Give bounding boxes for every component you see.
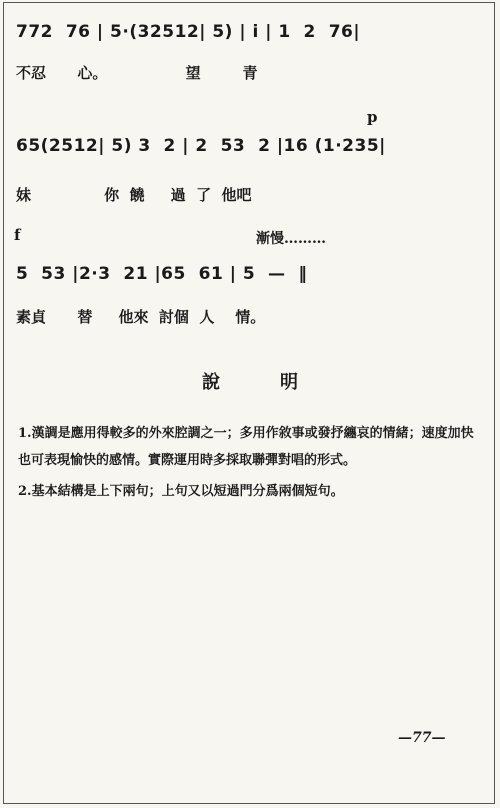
lyrics-line-1: 不忍 心。 望 青: [16, 64, 258, 82]
page-number: —77—: [398, 730, 446, 746]
dynamic-mark-p: p: [367, 108, 378, 126]
dynamic-mark-f: f: [14, 226, 21, 244]
notation-line-2: 65(2512| 5) 3 2 | 2 53 2 |16 (1·235|: [16, 136, 386, 156]
explanation-note-1: 1.漢調是應用得較多的外來腔調之一；多用作敘事或發抒纏哀的情緒；速度加快也可表現愉快的感情。實際運用時多採取聯彈對唱的形式。: [18, 426, 474, 468]
notation-line-1: 772 76 | 5·(32512| 5) | i | 1 2 76|: [16, 22, 361, 42]
lyrics-line-3: 素貞 替 他來 討個 人 情。: [16, 308, 266, 326]
lyrics-line-2: 妹 你 饒 過 了 他吧: [16, 186, 252, 204]
notation-line-3: 5 53 |2·3 21 |65 61 | 5 — ‖: [16, 264, 308, 284]
explanation-note-2: 2.基本結構是上下兩句；上句又以短過門分爲兩個短句。: [18, 484, 344, 499]
tempo-mark: 漸慢………: [256, 231, 326, 247]
explanation-title: 說明: [202, 372, 358, 393]
